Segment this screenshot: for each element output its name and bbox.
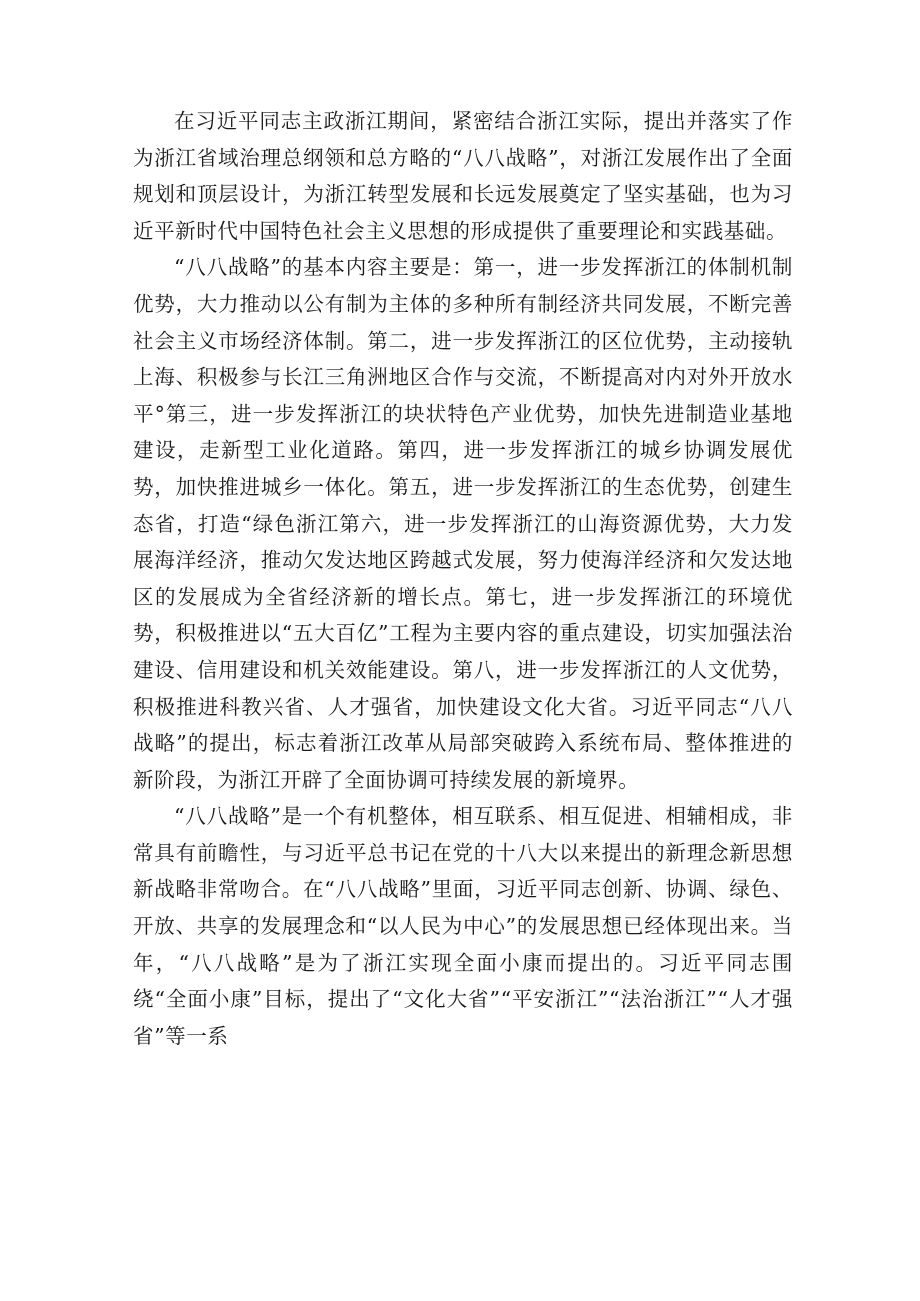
paragraph-intro: 在习近平同志主政浙江期间，紧密结合浙江实际，提出并落实了作为浙江省域治理总纲领和总方略的“八八战略”，对浙江发展作出了全面规划和顶层设计，为浙江转型发展和长远发展奠定了坚实基础，也为习近平新时代中国特色社会主义思想的形成提供了重要理论和实践基础。: [133, 109, 793, 243]
paragraph-strategy-content: “八八战略”的基本内容主要是：第一，进一步发挥浙江的体制机制优势，大力推动以公有制为主体的多种所有制经济共同发展，不断完善社会主义市场经济体制。第二，进一步发挥浙江的区位优势，主动接轨上海、积极参与长江三角洲地区合作与交流，不断提高对内对外开放水平°第三，进一步发挥浙江的块状特色产业优势，加快先进制造业基地建设，走新型工业化道路。第四，进一步发挥浙江的城乡协调发展优势，加快推进城乡一体化。第五，进一步发挥浙江的生态优势，创建生态省，打造“绿色浙江第六，进一步发挥浙江的山海资源优势，大力发展海洋经济，推动欠发达地区跨越式发展，努力使海洋经济和欠发达地区的发展成为全省经济新的增长点。第七，进一步发挥浙江的环境优势，积极推进以“五大百亿”工程为主要内容的重点建设，切实加强法治建设、信用建设和机关效能建设。第八，进一步发挥浙江的人文优势，积极推进科教兴省、人才强省，加快建设文化大省。习近平同志“八八战略”的提出，标志着浙江改革从局部突破跨入系统布局、整体推进的新阶段，为浙江开辟了全面协调可持续发展的新境界。: [133, 255, 793, 792]
paragraph-strategy-whole: “八八战略”是一个有机整体，相互联系、相互促进、相辅相成，非常具有前瞻性，与习近平总书记在党的十八大以来提出的新理念新思想新战略非常吻合。在“八八战略”里面，习近平同志创新、协调、绿色、开放、共享的发展理念和“以人民为中心”的发展思想已经体现出来。当年，“八八战略”是为了浙江实现全面小康而提出的。习近平同志围绕“全面小康”目标，提出了“文化大省”“平安浙江”“法治浙江”“人才强省”等一系: [133, 804, 793, 1048]
document-body: [133, 103, 793, 1054]
